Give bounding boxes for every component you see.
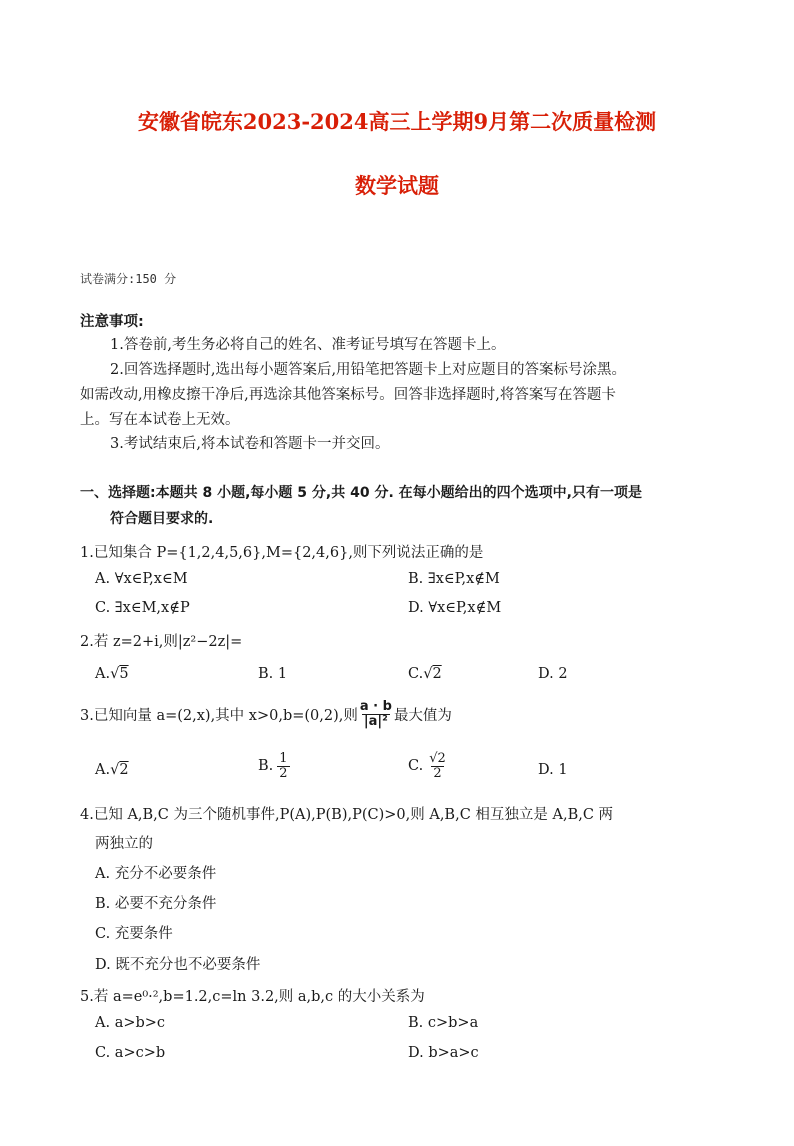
q3-stem-prefix: 3.已知向量 a=(2,x),其中 x>0,b=(0,2),则: [80, 707, 358, 724]
q2-option-b: B. 1: [258, 666, 288, 682]
notice-heading: 注意事项:: [80, 314, 144, 330]
q3-option-b-numerator: 1: [279, 751, 288, 766]
q3-option-a-label: A.: [95, 762, 111, 778]
q2-option-c-radicand: 2: [432, 666, 442, 682]
notice-item-2-line-2: 如需改动,用橡皮擦干净后,再选涂其他答案标号。回答非选择题时,将答案写在答题卡: [80, 387, 616, 403]
radical-sign: √: [423, 666, 433, 682]
q1-option-c: C. ∃x∈M,x∉P: [95, 600, 190, 616]
notice-item-2-line-3: 上。写在本试卷上无效。: [80, 412, 240, 428]
section-heading-line-1: 一、选择题:本题共 8 小题,每小题 5 分,共 40 分. 在每小题给出的四个选项中,只有一项是: [80, 485, 642, 501]
q5-stem: 5.若 a=e⁰·²,b=1.2,c=ln 3.2,则 a,b,c 的大小关系为: [80, 989, 425, 1005]
q4-option-c: C. 充要条件: [95, 926, 173, 942]
q3-option-b-fraction: [277, 752, 289, 780]
q3-fraction-numerator: a · b: [359, 699, 392, 714]
q3-option-c-denominator: 2: [433, 765, 442, 781]
q3-option-b-label: B.: [258, 758, 274, 775]
q3-option-c: [408, 752, 448, 780]
q3-stem-suffix: 最大值为: [393, 707, 452, 724]
radical-sign: √: [110, 666, 120, 682]
q4-option-b: B. 必要不充分条件: [95, 896, 217, 912]
q5-option-b: B. c>b>a: [408, 1015, 479, 1031]
section-heading-line-2: 符合题目要求的.: [110, 511, 214, 527]
q3-option-b-denominator: 2: [279, 765, 288, 781]
q3-option-a: [95, 762, 129, 778]
q3-option-d: D. 1: [538, 762, 568, 778]
q1-stem: 1.已知集合 P={1,2,4,5,6},M={2,4,6},则下列说法正确的是: [80, 545, 484, 561]
q3-option-c-label: C.: [408, 758, 424, 775]
q1-option-b: B. ∃x∈P,x∉M: [408, 571, 500, 587]
q4-stem-line-2: 两独立的: [95, 836, 153, 852]
q3-fraction: [358, 700, 394, 728]
q5-option-d: D. b>a>c: [408, 1045, 479, 1061]
exam-title: 安徽省皖东2023-2024高三上学期9月第二次质量检测: [137, 109, 657, 134]
exam-subtitle: 数学试题: [355, 173, 439, 198]
q4-option-a: A. 充分不必要条件: [95, 866, 217, 882]
q2-option-c-label: C.: [408, 666, 424, 682]
q2-option-a: [95, 666, 129, 682]
full-score: 试卷满分:150 分: [80, 272, 177, 286]
q3-option-c-numerator: √2: [429, 751, 446, 766]
q2-option-a-label: A.: [95, 666, 111, 682]
notice-item-2-line-1: 2.回答选择题时,选出每小题答案后,用铅笔把答题卡上对应题目的答案标号涂黑。: [110, 362, 627, 378]
q4-option-d: D. 既不充分也不必要条件: [95, 957, 261, 973]
q3-stem: [80, 700, 452, 728]
q3-option-b: [258, 752, 290, 780]
q2-option-d: D. 2: [538, 666, 568, 682]
notice-item-1: 1.答卷前,考生务必将自己的姓名、准考证号填写在答题卡上。: [110, 337, 506, 353]
q3-option-c-fraction: [427, 752, 448, 780]
q2-option-a-radicand: 5: [119, 666, 129, 682]
q1-option-d: D. ∀x∈P,x∉M: [408, 600, 502, 616]
radical-sign: √: [110, 762, 120, 778]
q4-stem-line-1: 4.已知 A,B,C 为三个随机事件,P(A),P(B),P(C)>0,则 A,B,C 相互独立是 A,B,C 两: [80, 807, 614, 823]
q5-option-a: A. a>b>c: [95, 1015, 166, 1031]
q1-option-a: A. ∀x∈P,x∈M: [95, 571, 188, 587]
q3-option-a-radicand: 2: [119, 762, 129, 778]
q2-option-c: [408, 666, 442, 682]
q5-option-c: C. a>c>b: [95, 1045, 166, 1061]
notice-item-3: 3.考试结束后,将本试卷和答题卡一并交回。: [110, 436, 390, 452]
q3-fraction-denominator: |a|²: [363, 713, 388, 729]
q2-stem: 2.若 z=2+i,则|z²−2z|=: [80, 634, 243, 650]
